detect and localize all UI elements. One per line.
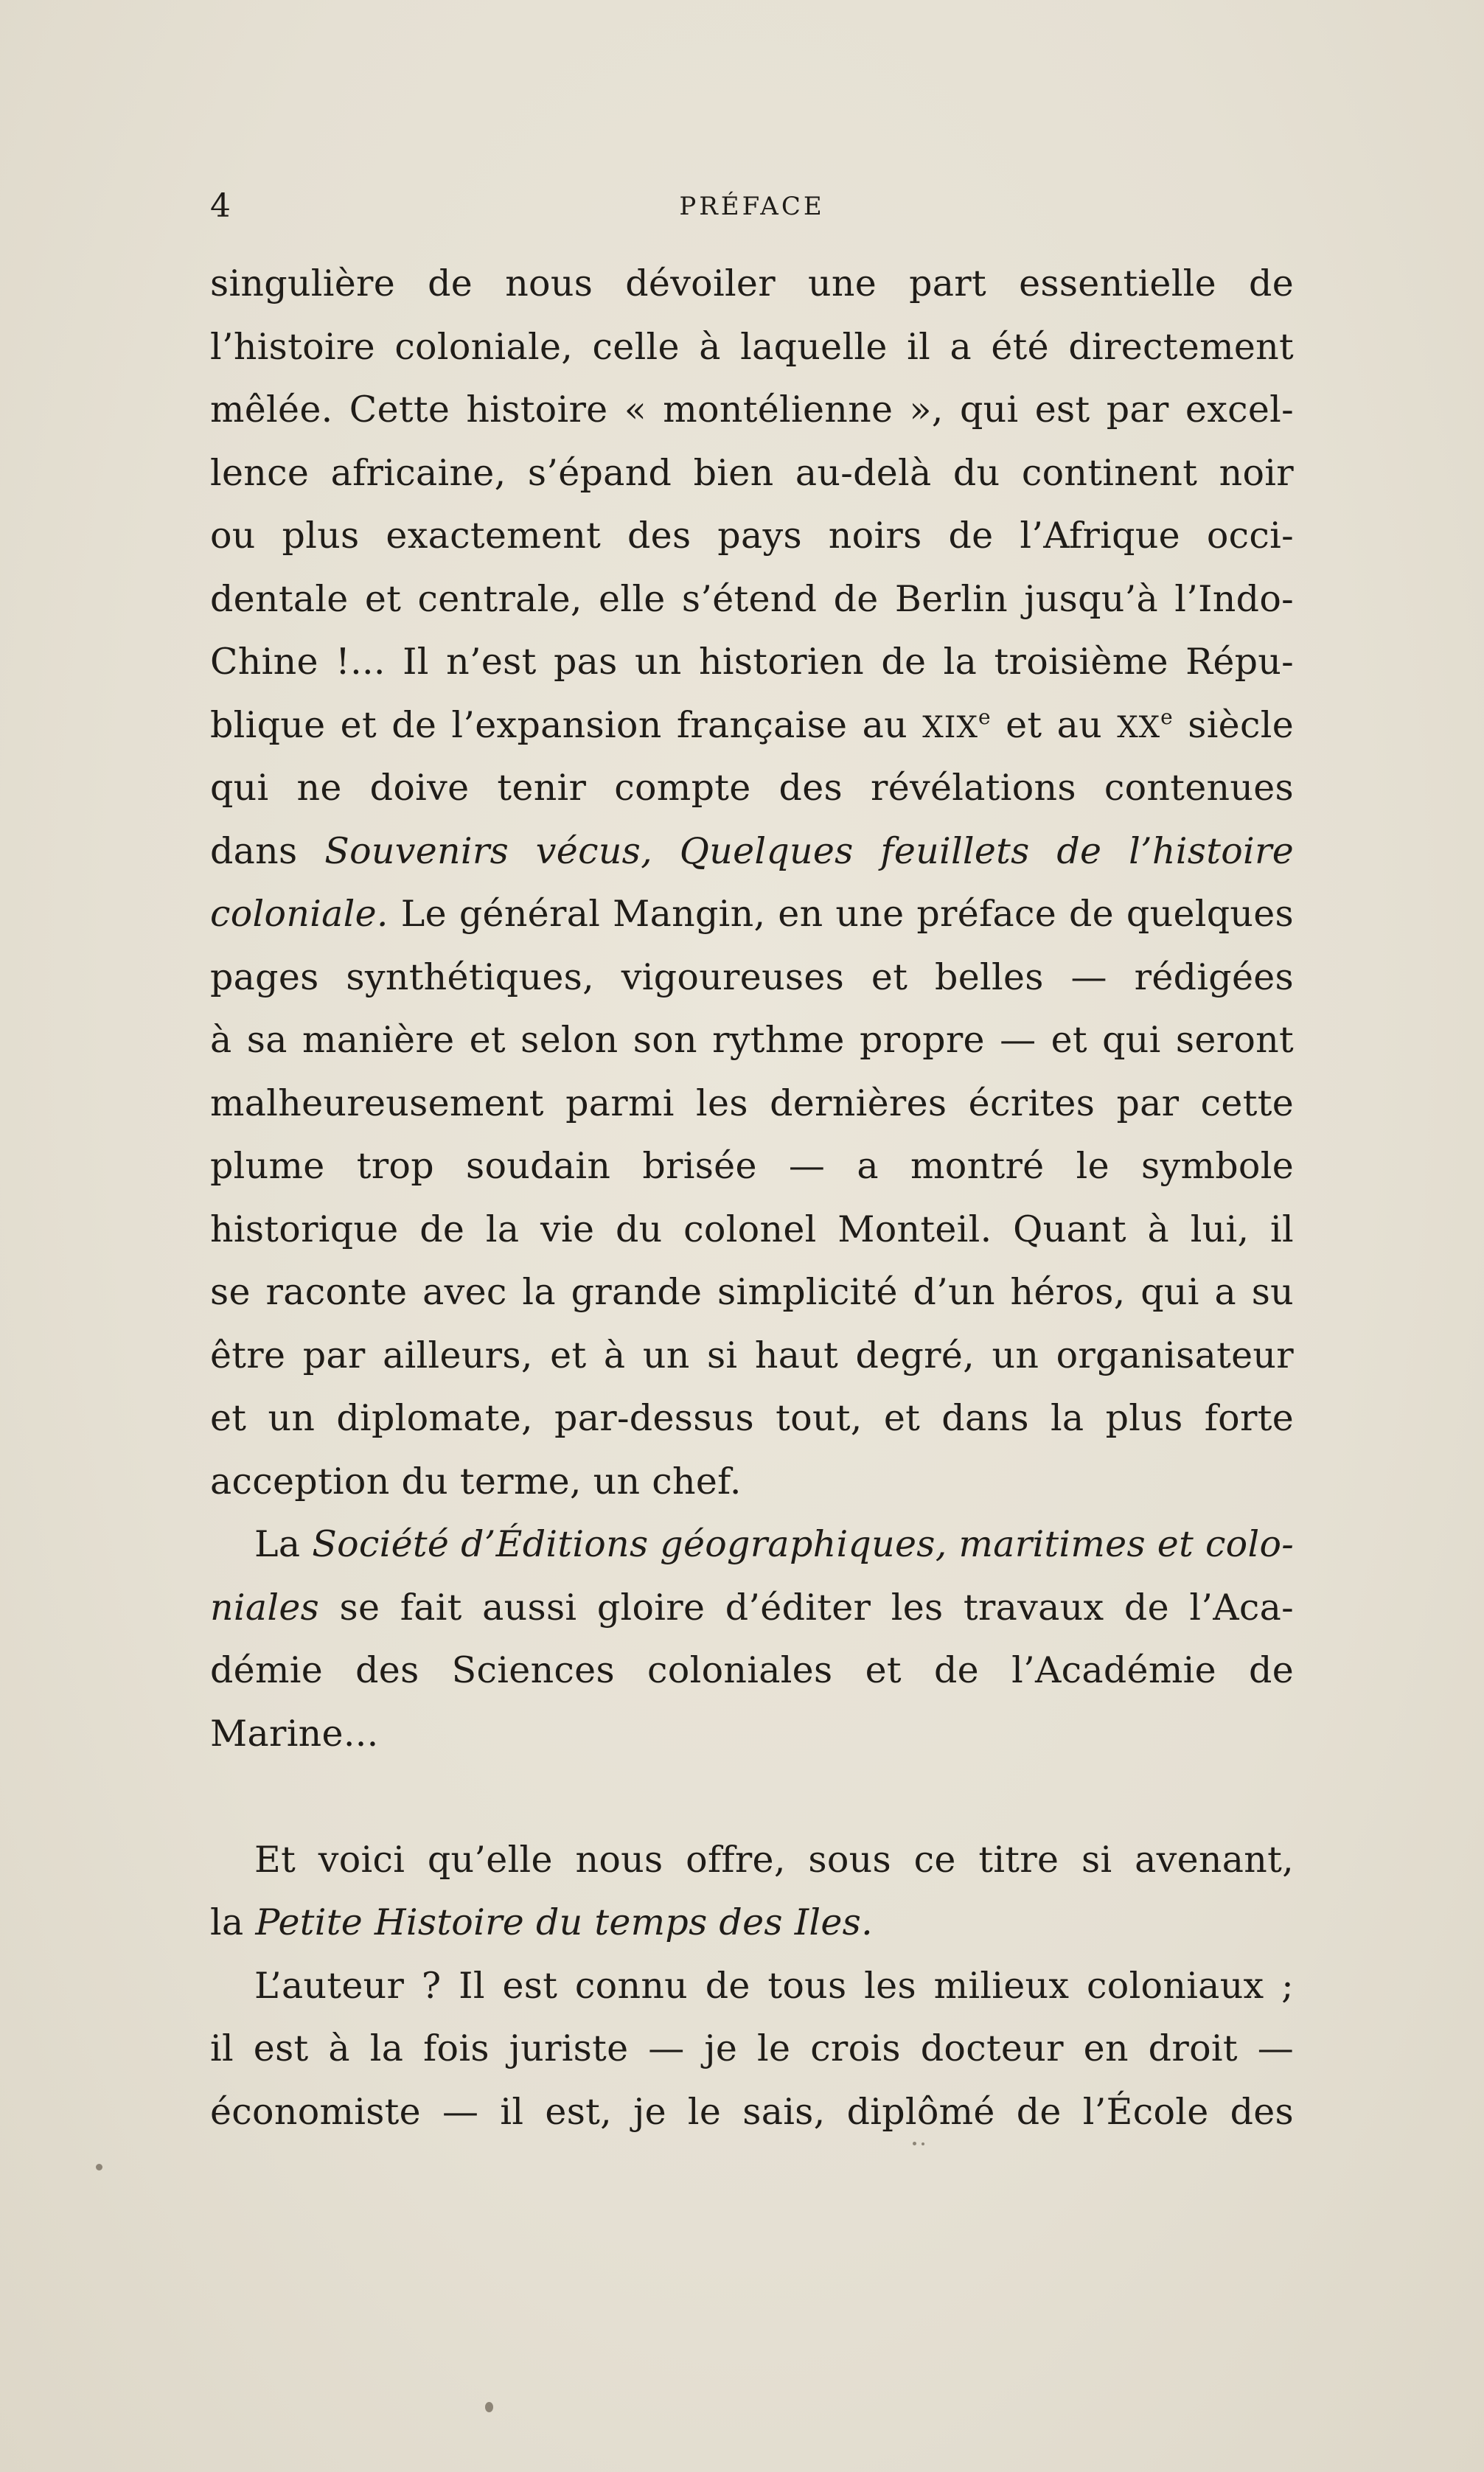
superscript: e: [978, 704, 991, 729]
text-line: plume trop soudain brisée — a montré le symbole: [210, 1145, 1294, 1187]
page-header: [210, 184, 1294, 229]
paragraph-2: [210, 1513, 1294, 1765]
paper-speck: [96, 2164, 102, 2170]
paragraph-3: [210, 1828, 1294, 1954]
text-line: [210, 1513, 1294, 1576]
text-segment: siècle: [1173, 703, 1294, 746]
text-segment: et au: [990, 703, 1118, 746]
text-segment: se fait aussi gloire d’éditer les travaux de l’Aca-: [319, 1586, 1294, 1629]
paper-speck: [913, 2142, 916, 2145]
book-title: coloniale.: [210, 893, 389, 935]
running-head: PRÉFACE: [679, 192, 825, 221]
text-line: qui ne doive tenir compte des révélations contenues: [210, 767, 1294, 809]
text-line: se raconte avec la grande simplicité d’un héros, qui a su: [210, 1271, 1294, 1313]
text-line: pages synthétiques, vigoureuses et belles — rédigées: [210, 955, 1294, 998]
text-line: [210, 882, 1294, 946]
publisher-name: niales: [210, 1586, 320, 1629]
text-segment: blique et de l’expansion française au: [210, 703, 923, 746]
text-line: acception du terme, un chef.: [210, 1460, 742, 1503]
text-line: [210, 694, 1294, 757]
text-line: Et voici qu’elle nous offre, sous ce titre si avenant,: [254, 1838, 1294, 1881]
body-text: [210, 252, 1294, 2143]
text-line: démie des Sciences coloniales et de l’Académie de: [210, 1649, 1294, 1691]
text-line: historique de la vie du colonel Monteil. Quant à lui, il: [210, 1208, 1294, 1250]
text-line: singulière de nous dévoiler une part essentielle de: [210, 262, 1294, 304]
text-line: économiste — il est, je le sais, diplômé de l’École des: [210, 2090, 1294, 2133]
paragraph-gap: [210, 1765, 1294, 1828]
text-line: L’auteur ? Il est connu de tous les milieux coloniaux ;: [254, 1964, 1294, 2007]
text-line: ou plus exactement des pays noirs de l’Afrique occi-: [210, 515, 1294, 557]
text-line: l’histoire coloniale, celle à laquelle il a été directement: [210, 325, 1294, 368]
paragraph-1: [210, 252, 1294, 1513]
text-segment: dans: [210, 829, 325, 872]
text-line: malheureusement parmi les dernières écrites par cette: [210, 1082, 1294, 1124]
superscript: e: [1160, 704, 1174, 729]
text-line: [210, 1576, 1294, 1640]
paragraph-4: [210, 1954, 1294, 2144]
text-line: être par ailleurs, et à un si haut degré, un organisateur: [210, 1334, 1294, 1376]
text-segment: Le général Mangin, en une préface de quelques: [388, 893, 1294, 935]
text-line: à sa manière et selon son rythme propre — et qui seront: [210, 1019, 1294, 1061]
text-segment: La: [254, 1523, 313, 1565]
text-line: Chine !... Il n’est pas un historien de la troisième Répu-: [210, 641, 1294, 683]
book-title: Souvenirs vécus, Quelques feuillets de l’histoire: [324, 829, 1294, 872]
text-line: [210, 820, 1294, 883]
book-title: Petite Histoire du temps des Iles.: [255, 1901, 873, 1943]
text-line: [210, 1891, 1294, 1954]
page-number: 4: [210, 187, 231, 225]
text-line: dentale et centrale, elle s’étend de Berlin jusqu’à l’Indo-: [210, 577, 1294, 620]
text-line: il est à la fois juriste — je le crois docteur en droit —: [210, 2027, 1294, 2069]
text-line: lence africaine, s’épand bien au-delà du continent noir: [210, 451, 1294, 494]
text-line: mêlée. Cette histoire « montélienne », qui est par excel-: [210, 389, 1294, 431]
publisher-name: Société d’Éditions géographiques, maritimes et colo-: [312, 1523, 1295, 1565]
century-numeral: XX: [1117, 710, 1161, 745]
text-segment: la: [210, 1901, 256, 1943]
text-line: et un diplomate, par-dessus tout, et dans la plus forte: [210, 1397, 1294, 1439]
text-line: Marine...: [210, 1712, 379, 1755]
century-numeral: XIX: [922, 710, 978, 745]
paper-speck: [922, 2142, 924, 2145]
paper-speck: [485, 2402, 493, 2412]
